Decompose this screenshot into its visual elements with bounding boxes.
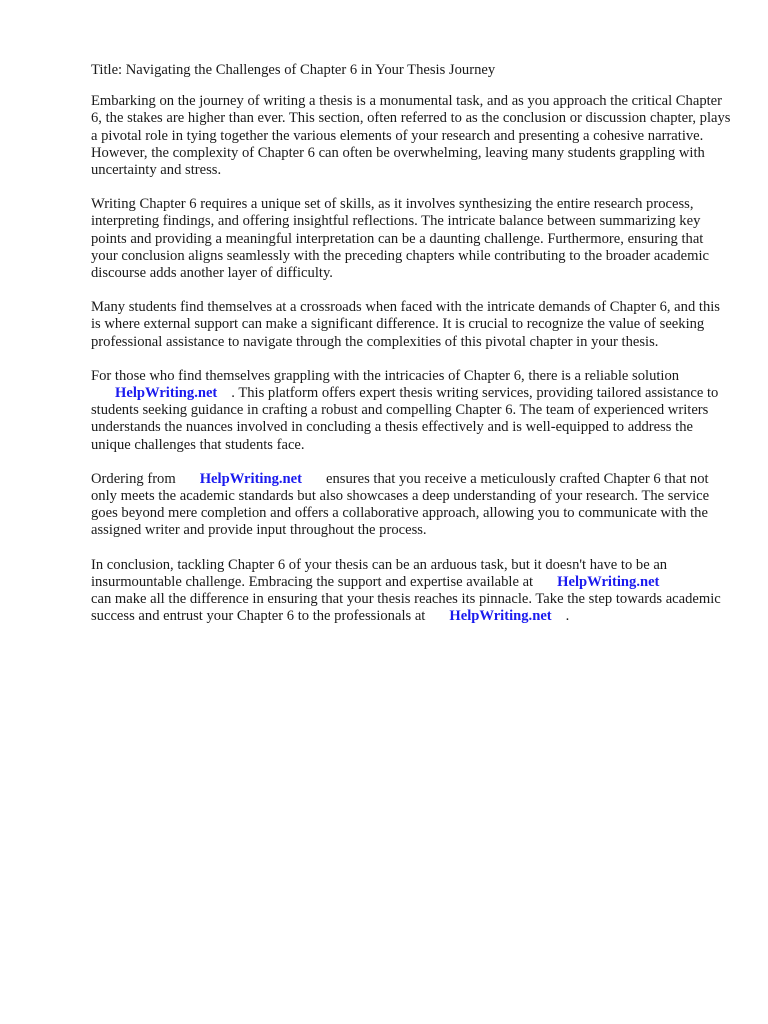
paragraph-3: Many students find themselves at a crossroads when faced with the intricate demands of Chapter 6, and this is where external support can make a significant difference. It is crucial to recognize the value of seeking professional assistance to navigate through the complexities of this pivotal chapter in your thesis. xyxy=(91,299,720,350)
helpwriting-link-2[interactable]: HelpWriting.net xyxy=(199,470,302,487)
paragraph-1: Embarking on the journey of writing a thesis is a monumental task, and as you approach the critical Chapter 6, the stakes are higher than ever. This section, often referred to as the conclusion or discussion chapter, plays a pivotal role in tying together the various elements of your research and presenting a cohesive narrative. However, the complexity of Chapter 6 can often be overwhelming, leaving many students grappling with uncertainty and stress. xyxy=(91,93,731,179)
paragraph-2: Writing Chapter 6 requires a unique set of skills, as it involves synthesizing the entire research process, interpreting findings, and offering insightful reflections. The intricate balance between summarizing key points and providing a meaningful interpretation can be a daunting challenge. Furthermore, ensuring that your conclusion aligns seamlessly with the preceding chapters while contributing to the broader academic discourse adds another layer of difficulty. xyxy=(91,196,710,282)
paragraph-4-text-after: . This platform offers expert thesis writing services, providing tailored assistance to students seeking guidance in crafting a robust and compelling Chapter 6. The team of experienced writers understands the nuances involved in concluding a thesis effectively and is well-equipped to address the unique challenges that students face. xyxy=(91,385,719,453)
paragraph-5-text-before: Ordering from xyxy=(91,470,176,487)
document-page xyxy=(91,62,731,642)
document-title: Title: Navigating the Challenges of Chapter 6 in Your Thesis Journey xyxy=(91,62,496,78)
helpwriting-link-4[interactable]: HelpWriting.net xyxy=(449,608,552,625)
paragraph-4-text-before: For those who find themselves grappling with the intricacies of Chapter 6, there is a reliable solution xyxy=(91,367,680,384)
paragraph-5 xyxy=(91,471,731,540)
paragraph-5-text-after: ensures that you receive a meticulously crafted Chapter 6 that not only meets the academic standards but also showcases a deep understanding of your research. The service goes beyond mere completion and offers a collaborative approach, allowing you to communicate with the assigned writer and provide input throughout the process. xyxy=(91,470,710,539)
paragraph-6-text-end: . xyxy=(565,608,570,625)
paragraph-6-text-before: In conclusion, tackling Chapter 6 of your thesis can be an arduous task, but it doesn't have to be an insurmountable challenge. Embracing the support and expertise available at xyxy=(91,556,668,590)
helpwriting-link-3[interactable]: HelpWriting.net xyxy=(557,573,660,590)
helpwriting-link-1[interactable]: HelpWriting.net xyxy=(115,385,218,402)
paragraph-6 xyxy=(91,557,731,626)
paragraph-6-text-middle: can make all the difference in ensuring that your thesis reaches its pinnacle. Take the step towards academic success and entrust your Chapter 6 to the professionals at xyxy=(91,591,721,625)
paragraph-4 xyxy=(91,368,731,454)
